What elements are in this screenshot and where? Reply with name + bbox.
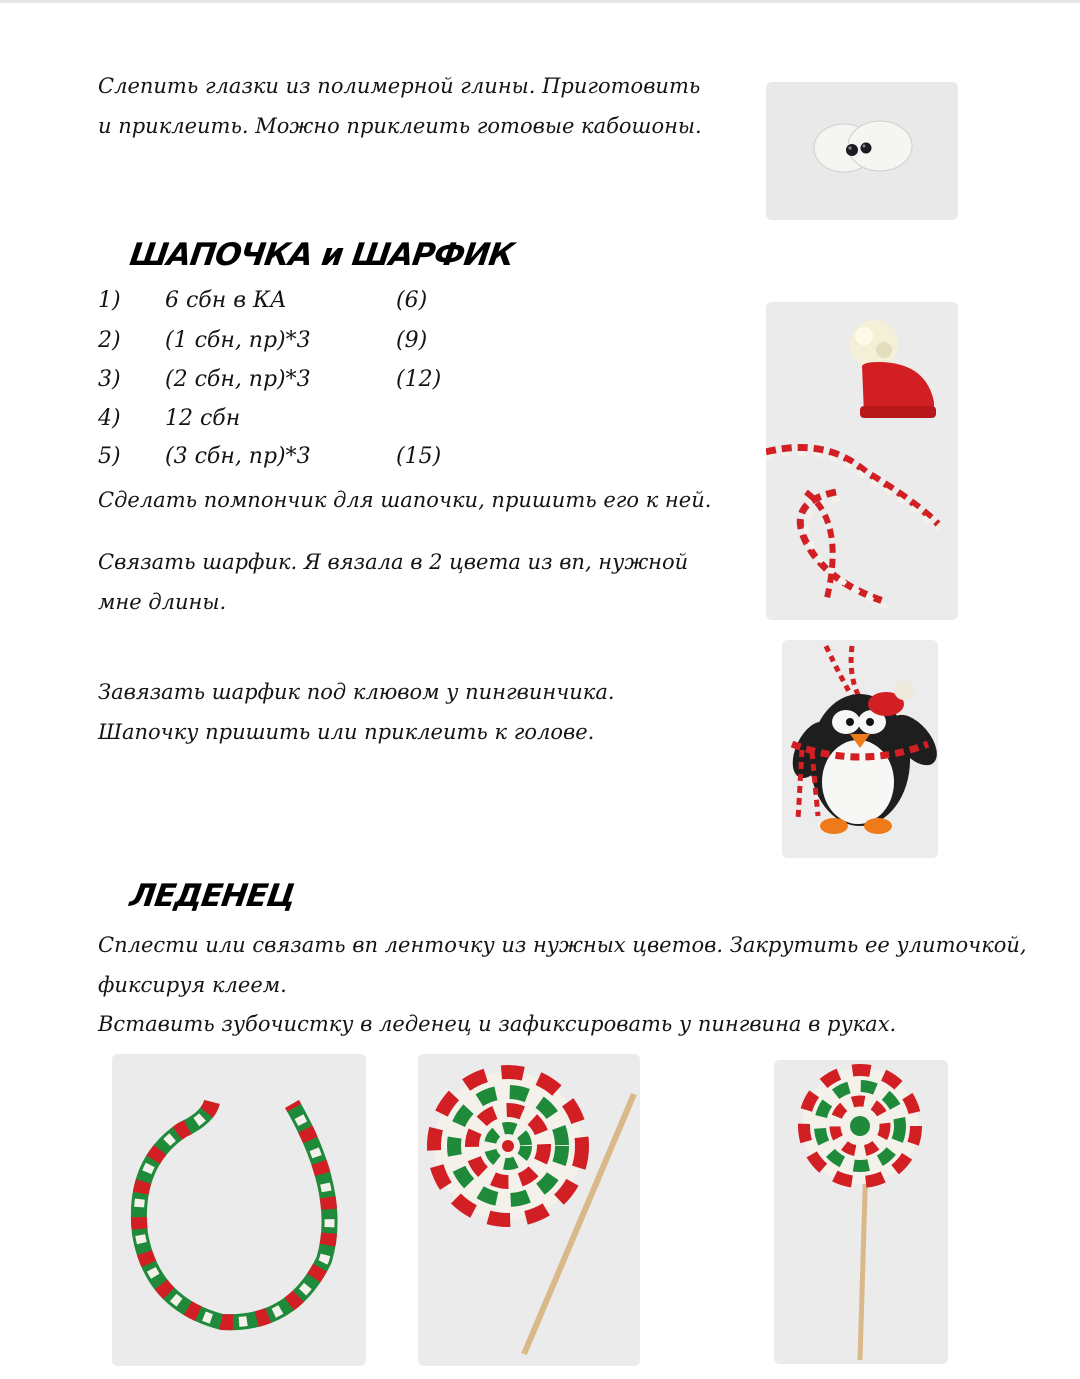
row-text-2: (1 сбн, пр)*3 [165,328,311,353]
hat-scarf-heading: ШАПОЧКА и ШАРФИК [127,237,516,273]
row-count-3: (12) [396,367,442,392]
tie-instruction-line-2: Шапочку пришить или приклеить к голове. [98,720,595,744]
row-number-5: 5) [98,444,121,469]
row-text-3: (2 сбн, пр)*3 [165,367,311,392]
row-text-4: 12 сбн [165,406,241,431]
penguin-photo [782,640,938,858]
pompom-instruction: Сделать помпончик для шапочки, пришить его к ней. [98,488,712,512]
row-count-2: (9) [396,328,428,353]
row-number-2: 2) [98,328,121,353]
row-count-1: (6) [396,288,428,313]
eyes-photo [766,82,958,220]
braided-ribbon-photo [112,1054,366,1366]
scarf-instruction-line-2: мне длины. [98,590,227,614]
candy-instruction-line-3: Вставить зубочистку в леденец и зафиксировать у пингвина в руках. [98,1012,897,1036]
candy-heading: ЛЕДЕНЕЦ [127,878,298,914]
finished-lollipop-photo [774,1060,948,1364]
eyes-instruction-line-2: и приклеить. Можно приклеить готовые кабошоны. [98,114,702,138]
tie-instruction-line-1: Завязать шарфик под клювом у пингвинчика. [98,680,615,704]
row-number-3: 3) [98,367,121,392]
coiled-candy-photo [418,1054,640,1366]
top-divider [0,0,1080,3]
row-number-4: 4) [98,406,121,431]
row-number-1: 1) [98,288,121,313]
scarf-instruction-line-1: Связать шарфик. Я вязала в 2 цвета из вп, нужной [98,550,689,574]
hat-and-scarf-photo [766,302,958,620]
candy-instruction-line-2: фиксируя клеем. [98,973,287,997]
row-count-5: (15) [396,444,442,469]
row-text-1: 6 сбн в КА [165,288,287,313]
candy-instruction-line-1: Сплести или связать вп ленточку из нужных цветов. Закрутить ее улиточкой, [98,933,1027,957]
eyes-instruction-line-1: Слепить глазки из полимерной глины. Приготовить [98,74,701,98]
row-text-5: (3 сбн, пр)*3 [165,444,311,469]
